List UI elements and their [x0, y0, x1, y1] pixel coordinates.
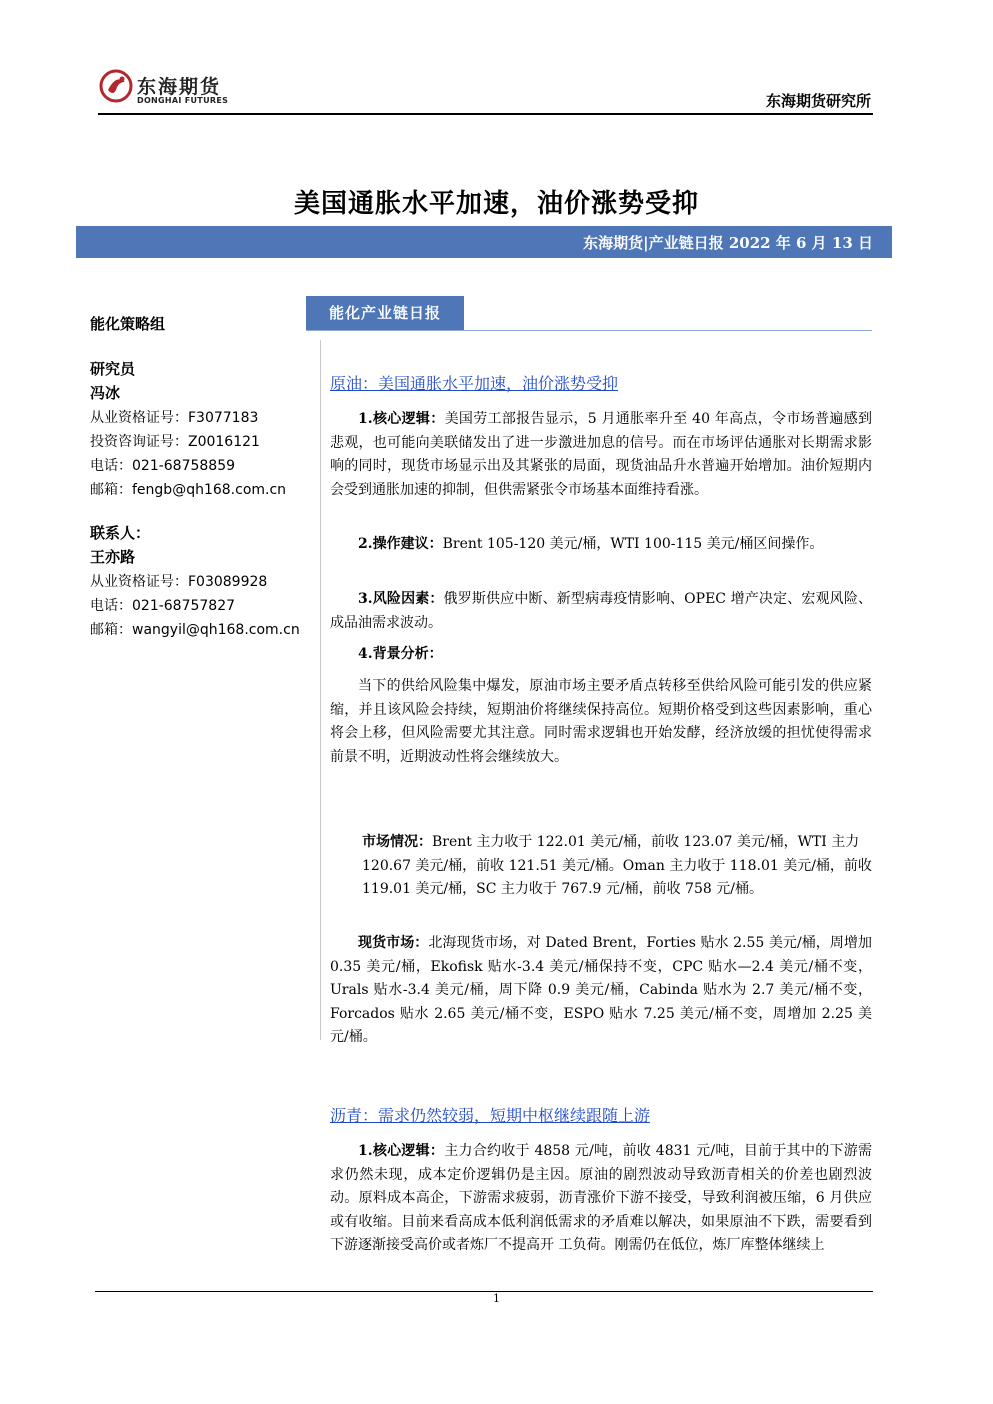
crude-operation-label: 2.操作建议：: [358, 536, 443, 552]
researcher-name: 冯冰: [90, 384, 121, 402]
column-divider: [320, 340, 321, 1040]
researcher-email[interactable]: 邮箱：fengb@qh168.com.cn: [90, 482, 287, 498]
asphalt-core-logic: [330, 1140, 872, 1258]
crude-core-logic-label: 1.核心逻辑：: [358, 411, 445, 427]
crude-risk-text: 俄罗斯供应中断、新型病毒疫情影响、OPEC 增产决定、宏观风险、成品油需求波动。: [330, 591, 872, 631]
crude-background-text: 当下的供给风险集中爆发，原油市场主要矛盾点转移至供给风险可能引发的供应紧缩，并且该风险会持续，短期油价将继续保持高位。短期价格受到这些因素影响，重心将会上移，但风险需要尤其注意。同时需求逻辑也开始发酵，经济放缓的担忧使得需求前景不明，近期波动性将会继续放大。: [330, 678, 872, 765]
researcher-phone: 电话：021-68758859: [90, 458, 236, 474]
crude-operation-text: Brent 105-120 美元/桶，WTI 100-115 美元/桶区间操作。: [442, 536, 824, 552]
report-title: 美国通胀水平加速，油价涨势受抑: [293, 189, 699, 219]
researcher-qualification: 从业资格证号：F3077183: [90, 410, 259, 426]
crude-core-logic: [330, 408, 872, 502]
page-number: 1: [493, 1292, 500, 1305]
asphalt-section-title[interactable]: 沥青：需求仍然较弱，短期中枢继续跟随上游: [330, 1106, 651, 1125]
crude-spot-market: [330, 932, 872, 1050]
strategy-group-label: 能化策略组: [90, 315, 166, 333]
banner-date-text: 东海期货|产业链日报 2022 年 6 月 13 日: [583, 234, 873, 252]
crude-market-label: 市场情况：: [362, 834, 432, 850]
tab-underline: [306, 330, 872, 331]
logo-english-text: DONGHAI FUTURES: [137, 96, 229, 105]
crude-risk-label: 3.风险因素：: [358, 591, 444, 607]
crude-core-logic-text: 美国劳工部报告显示，5 月通胀率升至 40 年高点，令市场普遍感到悲观，也可能向美联储发出了进一步激进加息的信号。而在市场评估通胀对长期需求影响的同时，现货市场显示出及其紧张的局面，现货油品升水普遍开始增加。油价短期内会受到通胀加速的抑制，但供需紧张令市场基本面维持看涨。: [330, 411, 872, 498]
crude-market-situation: [362, 831, 872, 902]
contact-qualification: 从业资格证号：F03089928: [90, 574, 268, 590]
institute-name: 东海期货研究所: [765, 92, 871, 110]
researcher-label: 研究员: [90, 360, 136, 378]
crude-operation-advice: [330, 533, 872, 557]
report-type-tab: 能化产业链日报: [306, 296, 464, 330]
asphalt-core-logic-label: 1.核心逻辑：: [358, 1143, 445, 1159]
crude-background-label: 4.背景分析：: [358, 646, 443, 662]
contact-label: 联系人：: [90, 524, 151, 542]
crude-market-text: Brent 主力收于 122.01 美元/桶，前收 123.07 美元/桶，WTI 主力 120.67 美元/桶，前收 121.51 美元/桶。Oman 主力收于 118.01 美元/桶，前收 119.01 美元/桶，SC 主力收于 767.9 元/桶，前收 758 元/桶。: [362, 834, 872, 897]
crude-spot-text: 北海现货市场，对 Dated Brent，Forties 贴水 2.55 美元/桶，周增加 0.35 美元/桶，Ekofisk 贴水-3.4 美元/桶保持不变，CPC 贴水—2.4 美元/桶不变，Urals 贴水-3.4 美元/桶，周下降 0.9 美元/桶，Cabinda 贴水为 2.7 美元/桶不变， Forcados 贴水 2.65 美元/桶不变，ESPO 贴水 7.25 美元/桶不变，周增加 2.25 美元/桶。: [330, 935, 873, 1045]
contact-name: 王亦路: [90, 548, 136, 566]
contact-email[interactable]: 邮箱：wangyil@qh168.com.cn: [90, 622, 300, 638]
crude-spot-label: 现货市场：: [358, 935, 429, 951]
donghai-logo-icon: [98, 68, 134, 104]
crude-section-title[interactable]: 原油：美国通胀水平加速，油价涨势受抑: [330, 374, 619, 393]
asphalt-core-logic-text: 主力合约收于 4858 元/吨，前收 4831 元/吨，目前于其中的下游需求仍然未现，成本定价逻辑仍是主因。原油的剧烈波动导致沥青相关的价差也剧烈波动。原料成本高企，下游需求疲弱，沥青涨价下游不接受，导致利润被压缩，6 月供应或有收缩。目前来看高成本低利润低需求的矛盾难以解决，如果原油不下跌，需要看到下游逐渐接受高价或者炼厂不提高开 工负荷。刚需仍在低位，炼厂库整体继续上: [330, 1143, 872, 1253]
logo-chinese-text: 东海期货: [137, 76, 222, 98]
researcher-consult-id: 投资咨询证号：Z0016121: [90, 434, 260, 450]
header-divider: [98, 113, 873, 115]
crude-background-label-row: [330, 643, 872, 667]
crude-risk-factors: [330, 588, 872, 635]
contact-phone: 电话：021-68757827: [90, 598, 236, 614]
